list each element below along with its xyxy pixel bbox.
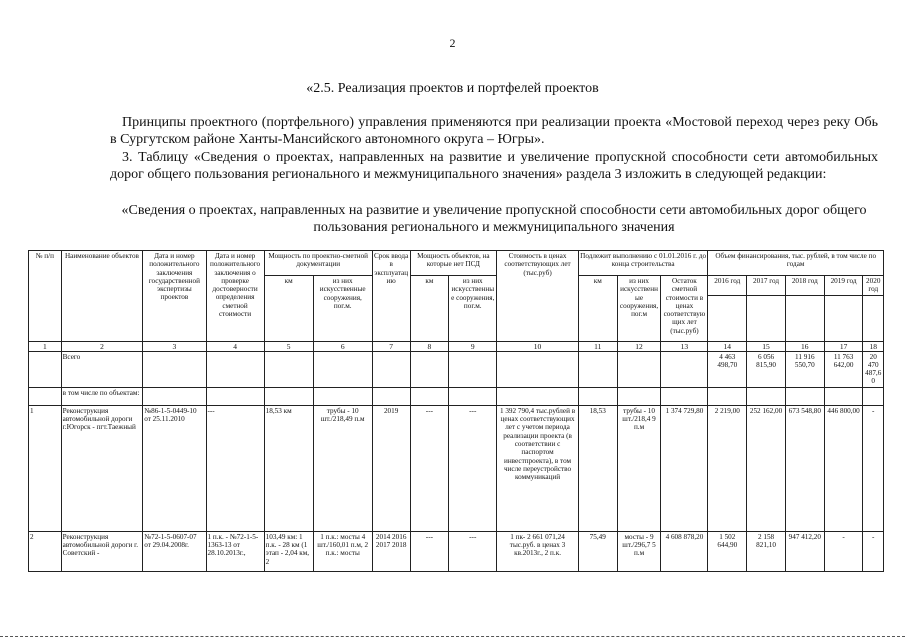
cell (410, 387, 449, 405)
total-2019: 11 763 642,00 (824, 351, 863, 387)
row-number: 1 (29, 405, 62, 531)
cell (747, 387, 786, 405)
cell (313, 351, 372, 387)
page-bottom-edge (0, 636, 905, 637)
subtotal-label: в том числе по объектам: (61, 387, 143, 405)
total-row (29, 351, 884, 387)
header-row-1 (29, 251, 884, 276)
col-number: 17 (824, 341, 863, 351)
nopsd-structures: --- (449, 531, 497, 571)
col-number: 11 (578, 341, 617, 351)
header-year-2020: 2020 год (863, 276, 884, 296)
header-year-2018-spacer (785, 295, 824, 341)
cell (29, 351, 62, 387)
cell (661, 351, 708, 387)
cell (863, 387, 884, 405)
cell (410, 351, 449, 387)
col-number: 6 (313, 341, 372, 351)
object-name: Реконструкция автомобильной дороги г. Советский - (61, 531, 143, 571)
col-number: 12 (617, 341, 661, 351)
header-year-2019-spacer (824, 295, 863, 341)
cell (708, 387, 747, 405)
cell (578, 387, 617, 405)
cell (824, 387, 863, 405)
cell (661, 387, 708, 405)
col-number: 13 (661, 341, 708, 351)
cell (143, 387, 206, 405)
cost: 1 пк- 2 661 071,24 тыс.руб. в ценах 3 кв.2013г., 2 п.к. (497, 531, 579, 571)
fin-2020: - (863, 531, 884, 571)
cell (206, 387, 264, 405)
cell (206, 351, 264, 387)
total-2018: 11 916 550,70 (785, 351, 824, 387)
cell (264, 387, 313, 405)
total-2017: 6 056 815,90 (747, 351, 786, 387)
cell (264, 351, 313, 387)
header-remaining-structures: из них искусственные сооружения, пог.м (617, 276, 661, 342)
row-number: 2 (29, 531, 62, 571)
header-nopsd-km: км (410, 276, 449, 342)
cell (617, 387, 661, 405)
capacity-structures: 1 п.к.: мосты 4 шт./160,01 п.м, 2 п.к.: мосты (313, 531, 372, 571)
header-cost: Стоимость в ценах соответствующих лет (тыс.руб) (497, 251, 579, 342)
col-number: 4 (206, 341, 264, 351)
header-remaining-km: км (578, 276, 617, 342)
col-number: 1 (29, 341, 62, 351)
header-year-2017: 2017 год (747, 276, 786, 296)
header-psd-structures: из них искусственные сооружения, пог.м. (313, 276, 372, 342)
fin-2019: - (824, 531, 863, 571)
capacity-km: 18,53 км (264, 405, 313, 531)
header-capacity-psd: Мощность по проектно-сметной документации (264, 251, 372, 276)
header-number: № п/п (29, 251, 62, 342)
header-capacity-no-psd: Мощность объектов, на которые нет ПСД (410, 251, 497, 276)
fin-2016: 1 502 644,90 (708, 531, 747, 571)
remaining-km: 75,49 (578, 531, 617, 571)
col-number: 18 (863, 341, 884, 351)
header-year-2016: 2016 год (708, 276, 747, 296)
cell (372, 387, 410, 405)
header-year-2018: 2018 год (785, 276, 824, 296)
header-nopsd-structures: из них искусственные сооружения, пог.м. (449, 276, 497, 342)
header-name: Наименование объектов (61, 251, 143, 342)
cell (497, 351, 579, 387)
remaining-cost: 4 608 878,20 (661, 531, 708, 571)
fin-2016: 2 219,00 (708, 405, 747, 531)
projects-table (28, 250, 884, 572)
cell (313, 387, 372, 405)
expertise: №86-1-5-0449-10 от 25.11.2010 (143, 405, 206, 531)
table-row (29, 531, 884, 571)
nopsd-km: --- (410, 405, 449, 531)
header-remaining: Подлежит выполнению с 01.01.2016 г. до конца строительства (578, 251, 708, 276)
header-remaining-cost: Остаток сметной стоимости в ценах соответствующих лет (тыс.руб) (661, 276, 708, 342)
header-year-2020-spacer (863, 295, 884, 341)
section-title: «2.5. Реализация проектов и портфелей проектов (306, 81, 599, 96)
cost: 1 392 790,4 тыс.рублей в ценах соответствующих лет с учетом периода реализации проекта (в соответствии с паспортом инвестпроекта), в том числе переустройство коммуникаций (497, 405, 579, 531)
remaining-cost: 1 374 729,80 (661, 405, 708, 531)
header-year-2019: 2019 год (824, 276, 863, 296)
col-number: 16 (785, 341, 824, 351)
capacity-km: 103,49 км: 1 п.к. - 28 км (1 этап - 2,04 км, 2 (264, 531, 313, 571)
cell (29, 387, 62, 405)
header-year-2016-spacer (708, 295, 747, 341)
col-number: 10 (497, 341, 579, 351)
header-psd-km: км (264, 276, 313, 342)
fin-2018: 947 412,20 (785, 531, 824, 571)
column-number-row (29, 341, 884, 351)
col-number: 8 (410, 341, 449, 351)
table-row (29, 405, 884, 531)
fin-2017: 252 162,00 (747, 405, 786, 531)
header-expertise: Дата и номер положительного заключения государственной экспертизы проектов (143, 251, 206, 342)
subtotal-row (29, 387, 884, 405)
cell (372, 351, 410, 387)
object-name: Реконструкция автомобильной дороги г.Югорск - пгт.Таежный (61, 405, 143, 531)
term: 2019 (372, 405, 410, 531)
remaining-km: 18,53 (578, 405, 617, 531)
paragraph-project-principles: Принципы проектного (портфельного) управления применяются при реализации проекта «Мостовой переход через реку Обь в Сургутском районе Ханты-Мансийского автономного округа – Югры». (110, 115, 878, 147)
cell (143, 351, 206, 387)
cell (578, 351, 617, 387)
remaining-structures: трубы - 10 шт./218,4 9 п.м (617, 405, 661, 531)
expertise: №72-1-5-0607-07 от 29.04.2008г. (143, 531, 206, 571)
cell (617, 351, 661, 387)
header-financing: Объем финансирования, тыс. рублей, в том числе по годам (708, 251, 884, 276)
verification: --- (206, 405, 264, 531)
col-number: 15 (747, 341, 786, 351)
fin-2019: 446 800,00 (824, 405, 863, 531)
term: 2014 2016 2017 2018 (372, 531, 410, 571)
col-number: 3 (143, 341, 206, 351)
table-title: «Сведения о проектах, направленных на развитие и увеличение пропускной способности сети автомобильных дорог общего пользования регионального и межмуниципального значения (121, 203, 867, 235)
remaining-structures: мосты - 9 шт./296,7 5 п.м (617, 531, 661, 571)
total-label: Всего (61, 351, 143, 387)
header-verification: Дата и номер положительного заключения о проверке достоверности определения сметной стоимости (206, 251, 264, 342)
cell (785, 387, 824, 405)
nopsd-km: --- (410, 531, 449, 571)
fin-2018: 673 548,80 (785, 405, 824, 531)
fin-2020: - (863, 405, 884, 531)
cell (449, 351, 497, 387)
paragraph-table-amendment: 3. Таблицу «Сведения о проектах, направленных на развитие и увеличение пропускной способности сети автомобильных дорог общего пользования регионального и межмуниципального значения» раздела 3 изложить в следующей редакции: (110, 150, 878, 182)
fin-2017: 2 158 821,10 (747, 531, 786, 571)
cell (449, 387, 497, 405)
col-number: 5 (264, 341, 313, 351)
total-2016: 4 463 498,70 (708, 351, 747, 387)
col-number: 7 (372, 341, 410, 351)
header-term: Срок ввода в эксплуатацию (372, 251, 410, 342)
verification: 1 п.к. - №72-1-5-1363-13 от 28.10.2013г., (206, 531, 264, 571)
nopsd-structures: --- (449, 405, 497, 531)
page-number: 2 (449, 36, 456, 50)
col-number: 2 (61, 341, 143, 351)
header-year-2017-spacer (747, 295, 786, 341)
capacity-structures: трубы - 10 шт./218,49 п.м (313, 405, 372, 531)
total-2020: 20 470 487,6 0 (863, 351, 884, 387)
col-number: 9 (449, 341, 497, 351)
cell (497, 387, 579, 405)
col-number: 14 (708, 341, 747, 351)
